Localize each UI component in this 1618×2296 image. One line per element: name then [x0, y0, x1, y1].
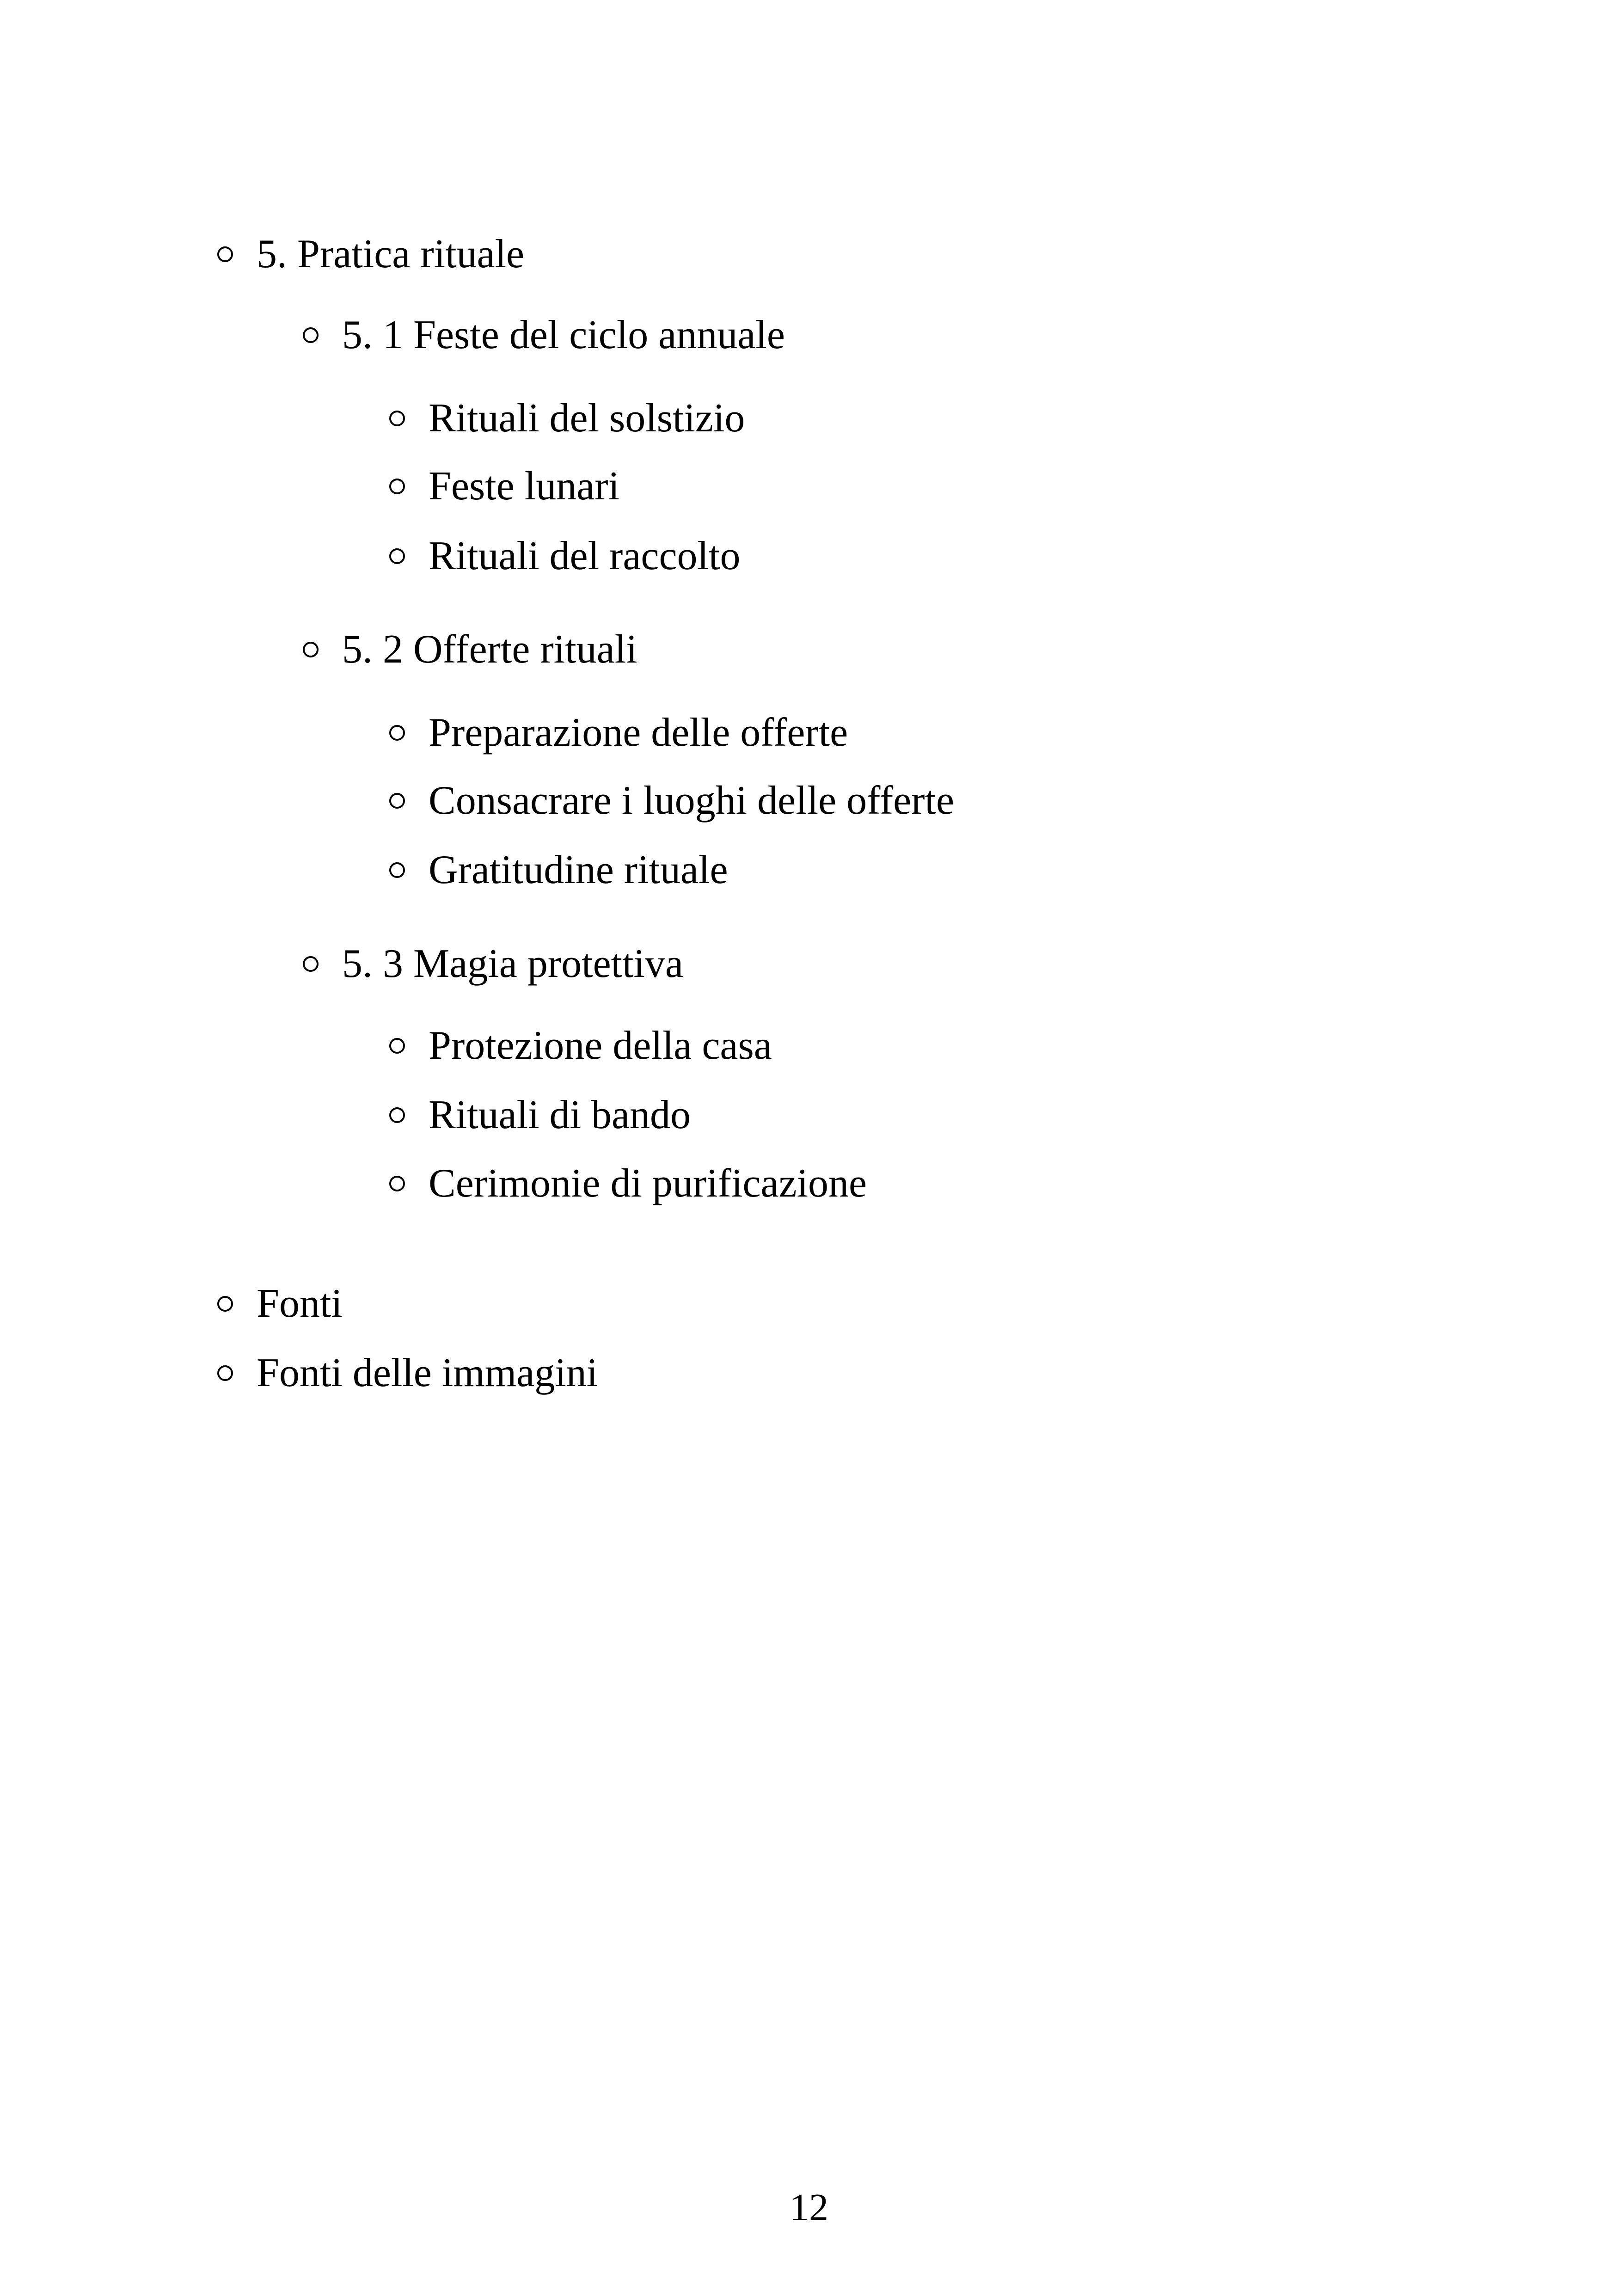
outline-item-label: Protezione della casa: [429, 1023, 772, 1068]
outline-item-label: Fonti: [257, 1281, 343, 1326]
outline-item-label: Fonti delle immagini: [257, 1351, 598, 1395]
outline-item-fonti-immagini: [217, 1345, 598, 1401]
outline-item-label: 5. Pratica rituale: [257, 232, 525, 276]
hollow-circle-bullet-icon: [389, 411, 405, 426]
outline-item: [389, 773, 954, 829]
outline-item-label: 5. 3 Magia protettiva: [342, 941, 684, 986]
outline-item: [389, 1156, 867, 1211]
hollow-circle-bullet-icon: [389, 1176, 405, 1191]
outline-item: [389, 705, 848, 761]
outline-item: [389, 528, 740, 584]
outline-item-section-5: [217, 227, 524, 282]
outline-item-label: Consacrare i luoghi delle offerte: [429, 778, 955, 823]
hollow-circle-bullet-icon: [303, 327, 319, 343]
outline-item-label: Rituali del solstizio: [429, 396, 745, 441]
hollow-circle-bullet-icon: [217, 1365, 233, 1381]
hollow-circle-bullet-icon: [303, 956, 319, 972]
outline-item-label: 5. 2 Offerte rituali: [342, 627, 637, 672]
hollow-circle-bullet-icon: [389, 479, 405, 494]
outline-item: [389, 391, 745, 446]
outline-item: [389, 1018, 772, 1074]
outline-item-label: Rituali di bando: [429, 1093, 691, 1137]
hollow-circle-bullet-icon: [303, 642, 319, 657]
outline-item-section-5-3: [303, 936, 683, 992]
hollow-circle-bullet-icon: [389, 1038, 405, 1054]
hollow-circle-bullet-icon: [389, 725, 405, 741]
outline-item: [389, 459, 619, 514]
hollow-circle-bullet-icon: [389, 548, 405, 564]
page-number: 12: [790, 2186, 828, 2229]
hollow-circle-bullet-icon: [389, 1107, 405, 1123]
outline-item-label: 5. 1 Feste del ciclo annuale: [342, 313, 785, 357]
outline-item: [389, 842, 728, 898]
outline-item-label: Gratitudine rituale: [429, 847, 728, 892]
outline-item-section-5-1: [303, 307, 785, 363]
outline-item: [389, 1087, 691, 1143]
hollow-circle-bullet-icon: [217, 246, 233, 262]
outline-item-label: Cerimonie di purificazione: [429, 1161, 867, 1206]
outline-item-section-5-2: [303, 622, 637, 677]
hollow-circle-bullet-icon: [389, 793, 405, 809]
outline-item-label: Preparazione delle offerte: [429, 710, 848, 755]
outline-item-label: Rituali del raccolto: [429, 534, 741, 578]
outline-item-fonti: [217, 1276, 343, 1332]
outline-item-label: Feste lunari: [429, 464, 620, 509]
hollow-circle-bullet-icon: [217, 1296, 233, 1312]
hollow-circle-bullet-icon: [389, 862, 405, 878]
